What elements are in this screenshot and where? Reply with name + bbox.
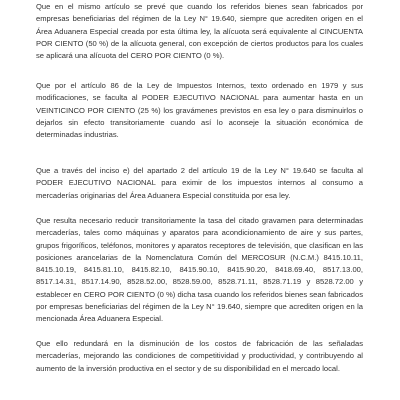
paragraph-cost-reduction: Que ello redundará en la disminución de los costos de fabricación de las señaladas mercaderías, mejorando las condiciones de competitividad y productividad, y contribuyendo al aumento de la inversión productiva en el sector y de su disponibilidad en el mercado local. [36, 339, 363, 373]
paragraph-exemption-authority: Que a través del inciso e) del apartado 2 del artículo 19 de la Ley N° 19.640 se faculta al PODER EJECUTIVO NACIONAL para eximir de los impuestos internos al consumo a mercaderías originarias del Área Aduanera Especial constituida por esa ley. [36, 166, 363, 200]
paragraph-article-86-powers: Que por el artículo 86 de la Ley de Impuestos Internos, texto ordenado en 1979 y sus modificaciones, se faculta al PODER EJECUTIVO NACIONAL para aumentar hasta en un VEINTICINCO POR CIENTO (25 %) los gravámenes previstos en esa ley o para disminuirlos o dejarlos sin efecto transitoriamente cuando así lo aconseje la situación económica de determinadas industrias. [36, 81, 363, 140]
paragraph-reduced-rate-19640: Que en el mismo artículo se prevé que cuando los referidos bienes sean fabricados por empresas beneficiarias del régimen de la Ley N° 19.640, siempre que acrediten origen en el Área Aduanera Especial creada por esta última ley, la alícuota será equivalente al CINCUENTA POR CIENTO (50 %) de la alícuota general, con excepción de ciertos productos para los cuales se aplicará una alícuota del CERO POR CIENTO (0 %). [36, 2, 363, 61]
paragraph-tariff-positions: Que resulta necesario reducir transitoriamente la tasa del citado gravamen para determinadas mercaderías, tales como máquinas y aparatos para acondicionamiento de aire y sus partes, grupos frigoríficos, teléfonos, monitores y aparatos receptores de televisión, que clasifican en las posiciones arancelarias de la Nomenclatura Común del MERCOSUR (N.C.M.) 8415.10.11, 8415.10.19, 8415.81.10, 8415.82.10, 8415.90.10, 8415.90.20, 8418.69.40, 8517.13.00, 8517.14.31, 8517.14.90, 8528.52.00, 8528.59.00, 8528.71.11, 8528.71.19 y 8528.72.00 y establecer en CERO POR CIENTO (0 %) dicha tasa cuando los referidos bienes sean fabricados por empresas beneficiarias del régimen de la Ley N° 19.640, siempre que acrediten origen en la mencionada Área Aduanera Especial. [36, 216, 363, 324]
